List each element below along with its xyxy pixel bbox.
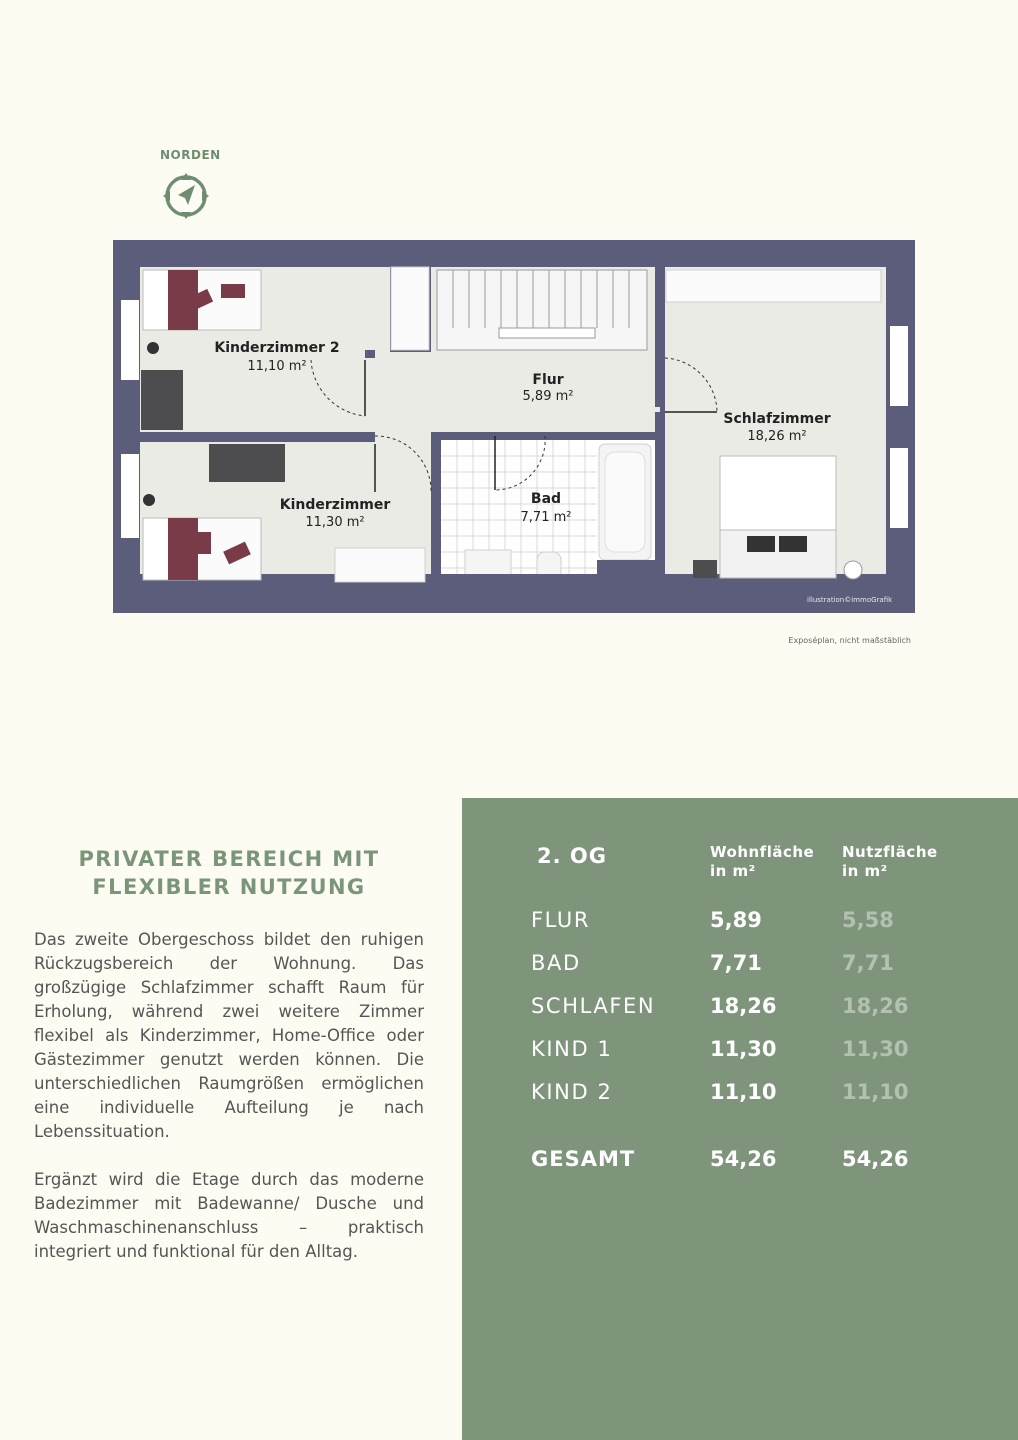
total-label: GESAMT [531, 1147, 636, 1171]
col-head-nutzflaeche [842, 843, 938, 881]
row-wohnflaeche: 11,10 [710, 1080, 777, 1104]
description [34, 928, 424, 1288]
illustration-credit: illustration©immoGrafik [807, 596, 893, 604]
room-area-kinderzimmer-2: 11,10 m² [247, 359, 307, 374]
room-name-flur: Flur [532, 372, 564, 388]
room-name-kinderzimmer: Kinderzimmer [279, 497, 391, 513]
row-wohnflaeche: 5,89 [710, 908, 762, 932]
col-head-wohnflaeche-line-1: Wohnfläche [710, 843, 815, 861]
room-name-bad: Bad [530, 491, 562, 507]
area-table-panel [462, 798, 1018, 1440]
col-head-wohnflaeche [710, 843, 814, 881]
total-nutzflaeche: 54,26 [842, 1147, 909, 1171]
row-label: SCHLAFEN [531, 994, 656, 1018]
compass-label: NORDEN [160, 148, 221, 162]
row-wohnflaeche: 11,30 [710, 1037, 777, 1061]
row-label: FLUR [531, 908, 591, 932]
compass-north-icon [160, 170, 212, 222]
room-name-schlafzimmer: Schlafzimmer [723, 411, 831, 427]
floorplan [113, 240, 915, 613]
col-head-wohnflaeche-line-2: in m² [710, 862, 756, 880]
room-name-kinderzimmer-2: Kinderzimmer 2 [214, 340, 340, 356]
table-row [462, 1037, 1018, 1067]
room-area-kinderzimmer: 11,30 m² [305, 515, 365, 530]
table-row [462, 908, 1018, 938]
table-row [462, 951, 1018, 981]
col-head-nutzflaeche-line-2: in m² [842, 862, 888, 880]
row-nutzflaeche: 5,58 [842, 908, 894, 932]
row-nutzflaeche: 11,10 [842, 1080, 909, 1104]
row-nutzflaeche: 11,30 [842, 1037, 909, 1061]
row-nutzflaeche: 18,26 [842, 994, 909, 1018]
row-wohnflaeche: 18,26 [710, 994, 777, 1018]
section-heading [34, 845, 424, 901]
row-nutzflaeche: 7,71 [842, 951, 894, 975]
table-row-total [462, 1147, 1018, 1177]
table-row [462, 1080, 1018, 1110]
heading-line-2: FLEXIBLER NUTZUNG [92, 875, 366, 899]
description-paragraph-2: Ergänzt wird die Etage durch das moderne Badezimmer mit Badewanne/ Dusche und Waschmaschinenanschluss – praktisch integriert und funktional für den Alltag. [34, 1170, 424, 1261]
row-label: KIND 1 [531, 1037, 613, 1061]
row-label: BAD [531, 951, 581, 975]
row-label: KIND 2 [531, 1080, 613, 1104]
row-wohnflaeche: 7,71 [710, 951, 762, 975]
heading-line-1: PRIVATER BEREICH MIT [78, 847, 380, 871]
floor-title: 2. OG [537, 844, 607, 868]
room-area-flur: 5,89 m² [522, 389, 574, 404]
col-head-nutzflaeche-line-1: Nutzfläche [842, 843, 938, 861]
table-row [462, 994, 1018, 1024]
total-wohnflaeche: 54,26 [710, 1147, 777, 1171]
room-area-bad: 7,71 m² [520, 510, 572, 525]
description-paragraph-1: Das zweite Obergeschoss bildet den ruhigen Rückzugsbereich der Wohnung. Das großzügige Schlafzimmer schafft Raum für Erholung, während zwei weitere Zimmer flexibel als Kinderzimmer, Home-Office oder Gästezimmer genutzt werden können. Die unterschiedlichen Raumgrößen ermöglichen eine individuelle Aufteilung je nach Lebenssituation. [34, 930, 424, 1141]
room-area-schlafzimmer: 18,26 m² [747, 429, 807, 444]
plan-note: Exposéplan, nicht maßstäblich [788, 636, 911, 645]
